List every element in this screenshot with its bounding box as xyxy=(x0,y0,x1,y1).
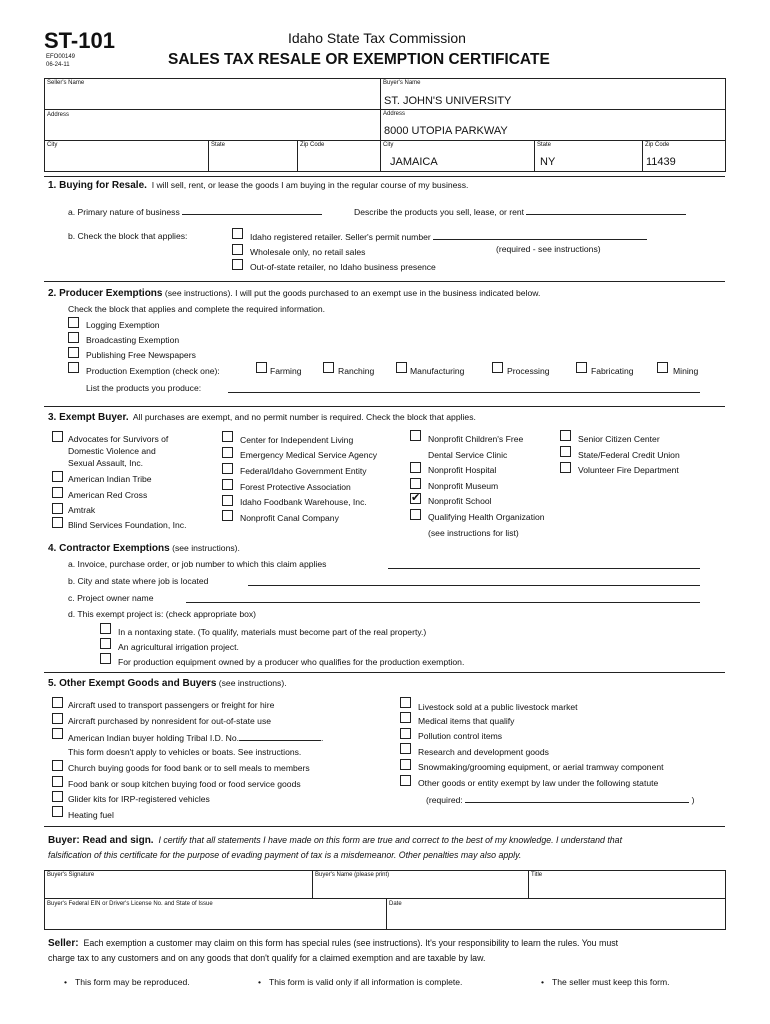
other-livestock: Livestock sold at a public livestock market xyxy=(418,702,578,712)
seller-state-label: State xyxy=(211,142,226,148)
exempt-nonprofit-hospital: Nonprofit Hospital xyxy=(428,465,497,475)
checkbox-amtrak[interactable] xyxy=(52,503,63,514)
bullet-reproduced: • This form may be reproduced. xyxy=(64,977,190,987)
section4-d-opt1: In a nontaxing state. (To qualify, materials must become part of the real property.) xyxy=(118,627,427,637)
checkbox-senior-center[interactable] xyxy=(560,430,571,441)
checkbox-pollution-control[interactable] xyxy=(400,728,411,739)
section2-item-broadcasting: Broadcasting Exemption xyxy=(86,335,180,345)
buyer-date-label: Date xyxy=(389,901,402,907)
exempt-nonprofit-school: Nonprofit School xyxy=(428,496,492,506)
exempt-government-entity: Federal/Idaho Government Entity xyxy=(240,466,367,476)
other-statute: Other goods or entity exempt by law under the following statute xyxy=(418,778,659,788)
checkbox-processing[interactable] xyxy=(492,362,503,373)
checkbox-fabricating[interactable] xyxy=(576,362,587,373)
seller-note-2: charge tax to any customers and on any goods that don't qualify for a claimed exemption and are taxable by law. xyxy=(48,953,486,963)
other-required: (required: ) xyxy=(426,795,695,805)
form-title: SALES TAX RESALE OR EXEMPTION CERTIFICATE xyxy=(168,51,550,68)
section4-d: d. This exempt project is: (check appropriate box) xyxy=(68,609,257,619)
section2-item-logging: Logging Exemption xyxy=(86,320,160,330)
form-number: ST-101 xyxy=(44,28,115,53)
seller-zip-label: Zip Code xyxy=(300,142,325,148)
checkbox-aircraft-hire[interactable] xyxy=(52,697,63,708)
seller-note-1: Seller: Each exemption a customer may claim on this form has special rules (see instructions). It's your responsibility to learn the rules. You must xyxy=(48,938,619,949)
products-line[interactable] xyxy=(228,392,700,393)
checkbox-qualifying-health[interactable] xyxy=(410,509,421,520)
production-opt-ranching: Ranching xyxy=(338,366,375,376)
buyer-print-name-label: Buyer's Name (please print) xyxy=(315,872,390,878)
exempt-qualifying-health-note: (see instructions for list) xyxy=(428,528,519,538)
checkbox-publishing[interactable] xyxy=(68,347,79,358)
buyer-state-value[interactable]: NY xyxy=(540,156,556,168)
checkbox-research[interactable] xyxy=(400,743,411,754)
section2-title: 2. Producer Exemptions (see instructions). I will put the goods purchased to an exempt use in the business indicated below. xyxy=(48,288,541,299)
checkbox-credit-union[interactable] xyxy=(560,446,571,457)
checkbox-american-indian-tribe[interactable] xyxy=(52,471,63,482)
seller-city-label: City xyxy=(47,142,58,148)
section1-b-opt1: Idaho registered retailer. Seller's permit number xyxy=(250,231,647,242)
exempt-qualifying-health: Qualifying Health Organization xyxy=(428,512,545,522)
other-aircraft-nonresident: Aircraft purchased by nonresident for out-of-state use xyxy=(68,716,272,726)
section4-b: b. City and state where job is located xyxy=(68,576,209,586)
checkbox-forest-protective[interactable] xyxy=(222,479,233,490)
checkbox-ems-agency[interactable] xyxy=(222,447,233,458)
section1-b-opt1-note: (required - see instructions) xyxy=(496,244,601,254)
section1-a-describe: Describe the products you sell, lease, or rent xyxy=(354,206,686,217)
section1-b-opt2: Wholesale only, no retail sales xyxy=(250,247,366,257)
checkbox-farming[interactable] xyxy=(256,362,267,373)
other-glider-kits: Glider kits for IRP-registered vehicles xyxy=(68,794,210,804)
buyer-zip-value[interactable]: 11439 xyxy=(646,156,676,168)
exempt-canal-company: Nonprofit Canal Company xyxy=(240,513,339,523)
section1-b-label: b. Check the block that applies: xyxy=(68,231,188,241)
production-opt-manufacturing: Manufacturing xyxy=(410,366,465,376)
other-research: Research and development goods xyxy=(418,747,549,757)
checkbox-manufacturing[interactable] xyxy=(396,362,407,373)
other-church-food-bank: Church buying goods for food bank or to sell meals to members xyxy=(68,763,310,773)
checkbox-ranching[interactable] xyxy=(323,362,334,373)
section4-a: a. Invoice, purchase order, or job number to which this claim applies xyxy=(68,559,327,569)
checkbox-snowmaking[interactable] xyxy=(400,759,411,770)
bullet-valid: • This form is valid only if all information is complete. xyxy=(258,977,462,987)
exempt-advocates-3: Sexual Assault, Inc. xyxy=(68,458,143,468)
checkbox-broadcasting[interactable] xyxy=(68,332,79,343)
buyer-title-label: Title xyxy=(531,872,543,878)
checkbox-mining[interactable] xyxy=(657,362,668,373)
section2-production-label: Production Exemption (check one): xyxy=(86,366,220,376)
invoice-line[interactable] xyxy=(388,568,700,569)
checkbox-wholesale[interactable] xyxy=(232,244,243,255)
owner-line[interactable] xyxy=(186,602,700,603)
buyer-address-label: Address xyxy=(383,111,406,117)
other-tribal-id: American Indian buyer holding Tribal I.D. No. . xyxy=(68,733,324,743)
production-opt-mining: Mining xyxy=(673,366,699,376)
other-aircraft-hire: Aircraft used to transport passengers or freight for hire xyxy=(68,700,275,710)
section4-d-opt3: For production equipment owned by a producer who qualifies for the production exemption. xyxy=(118,657,465,667)
checkbox-tribal-id[interactable] xyxy=(52,728,63,739)
city-state-line[interactable] xyxy=(248,585,700,586)
exempt-advocates-1: Advocates for Survivors of xyxy=(68,434,169,444)
checkbox-fire-department[interactable] xyxy=(560,462,571,473)
checkbox-nontaxing-state[interactable] xyxy=(100,623,111,634)
buyer-city-value[interactable]: JAMAICA xyxy=(390,156,438,168)
other-snowmaking: Snowmaking/grooming equipment, or aerial tramway component xyxy=(418,762,664,772)
production-opt-processing: Processing xyxy=(507,366,550,376)
exempt-nonprofit-museum: Nonprofit Museum xyxy=(428,481,499,491)
buyer-city-label: City xyxy=(383,142,394,148)
checkbox-livestock[interactable] xyxy=(400,697,411,708)
section1-title: 1. Buying for Resale. I will sell, rent, or lease the goods I am buying in the regular course of my business. xyxy=(48,180,469,191)
exempt-credit-union: State/Federal Credit Union xyxy=(578,450,680,460)
checkbox-glider-kits[interactable] xyxy=(52,791,63,802)
section2-subtext: Check the block that applies and complete the required information. xyxy=(68,304,326,314)
buyer-signature-label: Buyer's Signature xyxy=(47,872,95,878)
checkbox-church-food-bank[interactable] xyxy=(52,760,63,771)
checkbox-soup-kitchen[interactable] xyxy=(52,776,63,787)
buyer-state-label: State xyxy=(537,142,552,148)
exempt-advocates-2: Domestic Violence and xyxy=(68,446,156,456)
exempt-forest-protective: Forest Protective Association xyxy=(240,482,351,492)
exempt-amtrak: Amtrak xyxy=(68,505,96,515)
checkbox-logging[interactable] xyxy=(68,317,79,328)
exempt-ems-agency: Emergency Medical Service Agency xyxy=(240,450,378,460)
production-opt-farming: Farming xyxy=(270,366,302,376)
exempt-red-cross: American Red Cross xyxy=(68,490,148,500)
buyer-certify-2: falsification of this certificate for the purpose of evading payment of tax is a misdemeanor. Other penalties may also apply. xyxy=(48,850,522,860)
buyer-name-label: Buyer's Name xyxy=(383,80,421,86)
production-opt-fabricating: Fabricating xyxy=(591,366,634,376)
checkbox-blind-services[interactable] xyxy=(52,517,63,528)
seller-name-label: Seller's Name xyxy=(47,80,85,86)
checkbox-production-equipment[interactable] xyxy=(100,653,111,664)
other-soup-kitchen: Food bank or soup kitchen buying food or food service goods xyxy=(68,779,301,789)
checkbox-advocates[interactable] xyxy=(52,431,63,442)
checkbox-idaho-retailer[interactable] xyxy=(232,228,243,239)
section2-item-publishing: Publishing Free Newspapers xyxy=(86,350,196,360)
bullet-keep: • The seller must keep this form. xyxy=(541,977,670,987)
checkbox-canal-company[interactable] xyxy=(222,510,233,521)
section3-title: 3. Exempt Buyer. All purchases are exempt, and no permit number is required. Check the block that applies. xyxy=(48,412,476,423)
checkbox-medical-items[interactable] xyxy=(400,712,411,723)
seller-address-label: Address xyxy=(47,112,70,118)
checkbox-irrigation[interactable] xyxy=(100,638,111,649)
checkbox-nonprofit-school[interactable]: ✔ xyxy=(411,492,421,504)
other-heating-fuel: Heating fuel xyxy=(68,810,114,820)
exempt-childrens-dental-1: Nonprofit Children's Free xyxy=(428,434,524,444)
checkbox-red-cross[interactable] xyxy=(52,487,63,498)
buyer-zip-label: Zip Code xyxy=(645,142,670,148)
exempt-senior-center: Senior Citizen Center xyxy=(578,434,660,444)
section4-c: c. Project owner name xyxy=(68,593,154,603)
checkbox-aircraft-nonresident[interactable] xyxy=(52,713,63,724)
checkbox-production[interactable] xyxy=(68,362,79,373)
checkbox-nonprofit-museum[interactable] xyxy=(410,478,421,489)
section4-title: 4. Contractor Exemptions (see instructions). xyxy=(48,543,240,554)
exempt-blind-services: Blind Services Foundation, Inc. xyxy=(68,520,187,530)
agency-name: Idaho State Tax Commission xyxy=(288,30,466,46)
buyer-name-value[interactable]: ST. JOHN'S UNIVERSITY xyxy=(384,95,512,107)
checkbox-other-statute[interactable] xyxy=(400,775,411,786)
buyer-certify: Buyer: Read and sign. I certify that all statements I have made on this form are true and correct to the best of my knowledge. I understand that xyxy=(48,835,623,846)
checkbox-heating-fuel[interactable] xyxy=(52,806,63,817)
exempt-american-indian-tribe: American Indian Tribe xyxy=(68,474,152,484)
checkbox-childrens-dental[interactable] xyxy=(410,430,421,441)
section2-list-label: List the products you produce: xyxy=(86,383,202,393)
exempt-childrens-dental-2: Dental Service Clinic xyxy=(428,450,508,460)
section1-b-opt3: Out-of-state retailer, no Idaho business presence xyxy=(250,262,436,272)
buyer-ein-label: Buyer's Federal EIN or Driver's License No. and State of Issue xyxy=(47,901,213,907)
exempt-foodbank-warehouse: Idaho Foodbank Warehouse, Inc. xyxy=(240,497,367,507)
other-pollution-control: Pollution control items xyxy=(418,731,503,741)
buyer-address-value[interactable]: 8000 UTOPIA PARKWAY xyxy=(384,125,508,137)
other-medical-items: Medical items that qualify xyxy=(418,716,515,726)
form-code: EFO00149 xyxy=(46,54,76,60)
section1-a: a. Primary nature of business xyxy=(68,206,322,217)
checkbox-foodbank-warehouse[interactable] xyxy=(222,495,233,506)
form-date: 06-24-11 xyxy=(46,62,70,68)
exempt-independent-living: Center for Independent Living xyxy=(240,435,354,445)
checkbox-out-of-state[interactable] xyxy=(232,259,243,270)
section4-d-opt2: An agricultural irrigation project. xyxy=(118,642,239,652)
other-vehicles-note: This form doesn't apply to vehicles or boats. See instructions. xyxy=(68,747,302,757)
checkbox-independent-living[interactable] xyxy=(222,431,233,442)
checkbox-government-entity[interactable] xyxy=(222,463,233,474)
section5-title: 5. Other Exempt Goods and Buyers (see instructions). xyxy=(48,678,287,689)
signature-grid xyxy=(44,870,726,930)
exempt-fire-department: Volunteer Fire Department xyxy=(578,465,679,475)
checkbox-nonprofit-hospital[interactable] xyxy=(410,462,421,473)
